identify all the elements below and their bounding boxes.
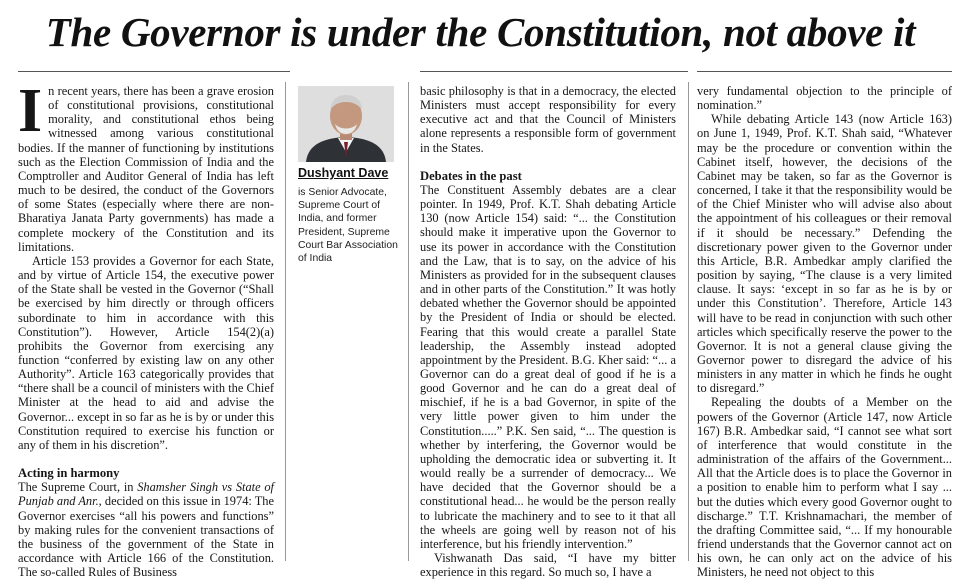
column-divider-3 bbox=[688, 82, 689, 561]
headline: The Governor is under the Constitution, not above it bbox=[45, 9, 916, 55]
case-name: Shamsher Singh vs State of Punjab and Anr. bbox=[18, 480, 274, 509]
drop-cap: I bbox=[18, 77, 43, 145]
top-rule-middle bbox=[420, 71, 688, 72]
subheading-debates-in-the-past: Debates in the past bbox=[420, 168, 522, 183]
column-divider-2 bbox=[408, 82, 409, 561]
column-divider-1 bbox=[285, 82, 286, 561]
top-rule-right bbox=[697, 71, 952, 72]
paragraph-intro: n recent years, there has been a grave erosion of constitutional provisions, constitutional morality, and constitutional ethos being witnessed among various constitutional bodies. If the manner of functioning by institutions such as the Election Commission of India and the Comptroller and Auditor General of India has left much to be desired, the conduct of the Governors of some States (especially where there are non-Bharatiya Janata Party governments) has made a complete mockery of the Constitution and its limitations. bbox=[18, 84, 274, 254]
author-name: Dushyant Dave bbox=[298, 166, 389, 180]
paragraph-nomination: very fundamental objection to the principle of nomination.” bbox=[697, 84, 952, 113]
top-rule-left bbox=[18, 71, 290, 72]
author-photo bbox=[298, 86, 394, 162]
article-column-1 bbox=[18, 77, 275, 579]
paragraph-article-143: While debating Article 143 (now Article 163) on June 1, 1949, Prof. K.T. Shah said, “Whatever may be the procedure or convention within the Cabinet itself, however, the decisions of the Cabinet may be taken, so far as the Governor is concerned, I take it that the responsibility would be of the Chief Minister who will advise also about the appointment of his colleagues or their removal if it should be necessary.” Defending the discretionary power given to the Governor under this Article, B.R. Ambedkar amply clarified the position by saying, “The clause is a very limited clause. It says: ‘except in so far as he is by or under this Constitution’. Therefore, Article 143 will have to be read in conjunction with such other articles which specifically reserve the power to the Governor. It is not a general clause giving the Governor power to disregard the advice of his ministers in any matter in which he finds he ought to disregard.” bbox=[697, 112, 952, 396]
article-column-3 bbox=[697, 84, 952, 579]
paragraph-constituent-assembly: The Constituent Assembly debates are a clear pointer. In 1949, Prof. K.T. Shah debating Article 130 (now Article 154) said: “... the Constitution should make it imperative upon the Governor to use its power in accordance with the Constitution and the Law, that is to say, on the advice of his Ministers as provided for in the subsequent clauses and in other parts of the Constitution.” It was hotly debated whether the Governor should be appointed by the President of India or should be elected. Fearing that this would create a parallel State leadership, the Assembly instead adopted appointment by the President. B.G. Kher said: “... a Governor can do a great deal of good if he is a good Governor and he can do a great deal of mischief, if he is a bad Governor, in spite of the very little power given to him under the Constitution.....” P.K. Sen said, “... The question is whether by interfering, the Governor would be upholding the democratic idea or subverting it. It would really be a surrender of democracy... We have decided that the Governor should be a constitutional head... he would be the person really to lubricate the machinery and to see to it that all the wheels are going well by reason not of his interference, but his friendly intervention.” bbox=[420, 182, 676, 551]
paragraph-supreme-court: The Supreme Court, in Shamsher Singh vs State of Punjab and Anr., decided on this issue in 1974: The Governor exercises “all his powers and functions” by making rules for the convenient transactions of the business of the government of the State in accordance with Article 166 of the Constitution. The so-called Rules of Business bbox=[18, 480, 274, 579]
author-portrait-icon bbox=[298, 86, 394, 162]
paragraph-article-153: Article 153 provides a Governor for each State, and by virtue of Article 154, the executive power of the State shall be vested in the Governor (“Shall be exercised by him directly or through officers subordinate to him in accordance with this Constitution”). However, Article 154(2)(a) prohibits the Governor from exercising any function “conferred by existing law on any other Authority”. Article 163 categorically provides that “there shall be a council of ministers with the Chief Minister at the head to aid and advise the Governor... except in so far as he is by or under this Constitution required to exercise his function or any of them in his discretion”. bbox=[18, 253, 275, 452]
paragraph-vishwanath-das: Vishwanath Das said, “I have my bitter experience in this regard. So much so, I have a bbox=[420, 551, 676, 579]
paragraph-article-147: Repealing the doubts of a Member on the powers of the Governor (Article 147, now Article 167) B.R. Ambedkar said, “I cannot see what sort of interference that would constitute in the administration of the affairs of the Government... All that the Article does is to place the Governor in a position to enable him to perform what I say ... but the duties which every good Governor ought to discharge.” T.T. Krishnamachari, the member of the drafting Committee said, “... If my honourable friend understands that the Governor cannot act on his own, he can only act on the advice of his Ministers, he need not object to this bbox=[697, 395, 952, 579]
article-column-2 bbox=[420, 84, 676, 579]
paragraph-basic-philosophy: basic philosophy is that in a democracy, the elected Ministers must accept responsibility for every executive act and that the Council of Ministers alone represents a responsible form of government in the States. bbox=[420, 84, 676, 155]
subheading-acting-in-harmony: Acting in harmony bbox=[18, 466, 120, 481]
author-bio: is Senior Advocate, Supreme Court of India, and former President, Supreme Court Bar Association of India bbox=[298, 187, 398, 265]
